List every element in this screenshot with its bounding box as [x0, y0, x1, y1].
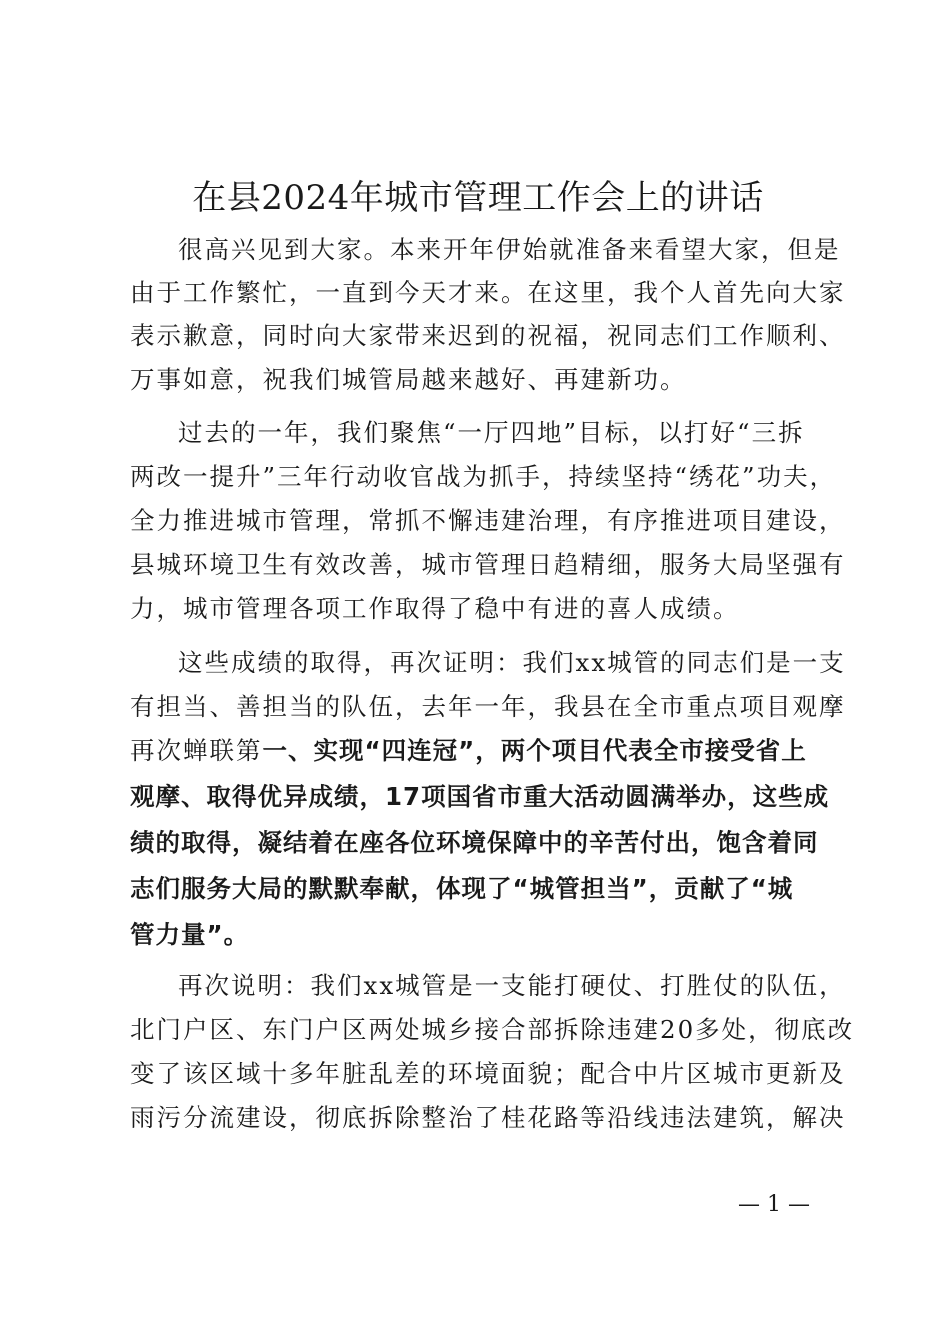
- paragraph-line: 有担当、善担当的队伍，去年一年，我县在全市重点项目观摩: [130, 692, 846, 721]
- paragraph-line: 过去的一年，我们聚焦“一厅四地”目标，以打好“三拆: [178, 418, 805, 447]
- paragraph-line-bold: 管力量”。: [130, 920, 250, 949]
- paragraph-line: 力，城市管理各项工作取得了稳中有进的喜人成绩。: [130, 594, 740, 623]
- document-title: 在县2024年城市管理工作会上的讲话: [192, 178, 764, 218]
- paragraph-line: 由于工作繁忙，一直到今天才来。在这里，我个人首先向大家: [130, 278, 846, 307]
- paragraph-line: 北门户区、东门户区两处城乡接合部拆除违建20多处，彻底改: [130, 1015, 855, 1044]
- paragraph-line: 万事如意，祝我们城管局越来越好、再建新功。: [130, 365, 687, 394]
- paragraph-line-mixed: [130, 733, 807, 769]
- paragraph-line-bold: 绩的取得，凝结着在座各位环境保障中的辛苦付出，饱含着同: [130, 828, 819, 857]
- paragraph-line-bold: 观摩、取得优异成绩，17项国省市重大活动圆满举办，这些成: [130, 782, 830, 811]
- paragraph-line-bold: 志们服务大局的默默奉献，体现了“城管担当”，贡献了“城: [130, 874, 794, 903]
- paragraph-line: 全力推进城市管理，常抓不懈违建治理，有序推进项目建设，: [130, 506, 846, 535]
- paragraph-line: 两改一提升”三年行动收官战为抓手，持续坚持“绣花”功夫，: [130, 462, 837, 491]
- paragraph-line: 表示歉意，同时向大家带来迟到的祝福，祝同志们工作顺利、: [130, 321, 846, 350]
- paragraph-line: 雨污分流建设，彻底拆除整治了桂花路等沿线违法建筑，解决: [130, 1103, 846, 1132]
- paragraph-line: 再次说明：我们xx城管是一支能打硬仗、打胜仗的队伍，: [178, 971, 846, 1000]
- paragraph-bold-text: 一、实现“四连冠”，两个项目代表全市接受省上: [262, 736, 807, 765]
- paragraph-text: 再次蝉联第: [130, 736, 263, 765]
- paragraph-line: 很高兴见到大家。本来开年伊始就准备来看望大家，但是: [178, 235, 841, 264]
- paragraph-line: 变了该区域十多年脏乱差的环境面貌；配合中片区城市更新及: [130, 1059, 846, 1088]
- paragraph-line: 这些成绩的取得，再次证明：我们xx城管的同志们是一支: [178, 648, 846, 677]
- page-number: — 1 —: [738, 1192, 810, 1217]
- paragraph-line: 县城环境卫生有效改善，城市管理日趋精细，服务大局坚强有: [130, 550, 846, 579]
